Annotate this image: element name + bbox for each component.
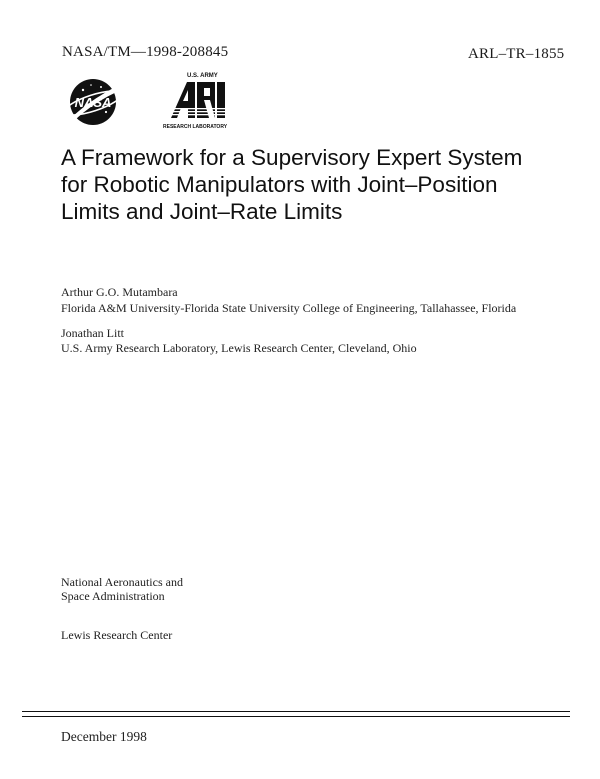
arl-report-number: ARL–TR–1855: [468, 46, 565, 62]
document-title: [61, 144, 561, 225]
author-name: Jonathan Litt: [61, 326, 124, 340]
nasa-logo-text: NASA: [74, 95, 112, 110]
author-name: Arthur G.O. Mutambara: [61, 285, 178, 299]
nasa-meatball-logo-icon: [61, 76, 129, 128]
author-affiliation: Florida A&M University-Florida State University College of Engineering, Tallahassee, Florida: [61, 301, 517, 315]
title-line-1: A Framework for a Supervisory Expert System: [61, 145, 523, 170]
divider-line: [22, 711, 570, 712]
army-research-laboratory-logo-icon: [157, 70, 239, 132]
research-center: Lewis Research Center: [61, 628, 173, 642]
nasa-logo: [61, 76, 129, 128]
publication-date: December 1998: [61, 729, 147, 744]
nasa-report-number: NASA/TM—1998-208845: [62, 44, 229, 60]
arl-logo: [157, 70, 239, 132]
arl-logo-top-text: U.S. ARMY: [187, 73, 218, 79]
title-line-2: for Robotic Manipulators with Joint–Position: [61, 172, 498, 197]
arl-logo-bottom-text: RESEARCH LABORATORY: [163, 124, 228, 130]
title-line-3: Limits and Joint–Rate Limits: [61, 199, 343, 224]
agency-name-line-1: National Aeronautics and: [61, 575, 183, 589]
agency-name-line-2: Space Administration: [61, 589, 165, 603]
divider-line: [22, 716, 570, 717]
author-affiliation: U.S. Army Research Laboratory, Lewis Research Center, Cleveland, Ohio: [61, 341, 417, 355]
